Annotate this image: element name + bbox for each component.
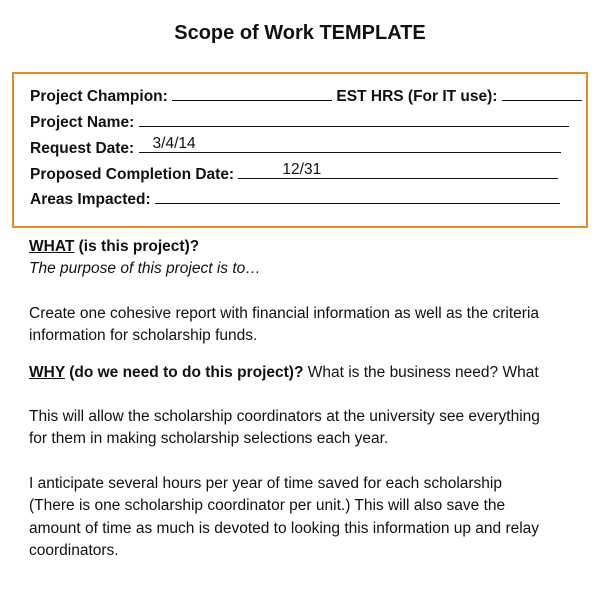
why-para2-line-1: I anticipate several hours per year of time saved for each scholarship	[29, 475, 502, 492]
completion-date-label: Proposed Completion Date:	[30, 166, 235, 183]
completion-date-value: 12/31	[282, 161, 322, 178]
what-answer-line-1: Create one cohesive report with financial information as well as the criteria	[29, 305, 540, 322]
what-heading	[29, 236, 199, 258]
what-heading-keyword: WHAT	[29, 238, 75, 255]
project-name-row	[30, 113, 569, 132]
est-hrs-label: EST HRS (For IT use):	[336, 88, 498, 105]
project-champion-row	[30, 87, 582, 106]
why-para2-line-4: coordinators.	[29, 542, 119, 559]
areas-impacted-row	[30, 190, 560, 209]
request-date-row	[30, 135, 561, 158]
project-champion-label: Project Champion:	[30, 88, 168, 105]
project-champion-line	[172, 87, 332, 101]
completion-date-row	[30, 161, 558, 184]
project-name-label: Project Name:	[30, 114, 135, 131]
why-para2-line-2: (There is one scholarship coordinator per unit.) This will also save the	[29, 497, 506, 514]
why-heading-keyword: WHY	[29, 364, 65, 381]
why-para1-line-1: This will allow the scholarship coordinators at the university see everything	[29, 408, 540, 425]
what-prompt: The purpose of this project is to…	[29, 260, 261, 277]
completion-date-line	[238, 161, 558, 179]
project-info-box	[12, 72, 588, 228]
why-heading	[29, 362, 539, 384]
document-title: Scope of Work TEMPLATE	[174, 22, 426, 44]
request-date-value: 3/4/14	[152, 135, 196, 152]
why-para1-line-2: for them in making scholarship selections each year.	[29, 430, 389, 447]
areas-impacted-line	[155, 190, 560, 204]
why-heading-rest: (do we need to do this project)?	[64, 364, 304, 381]
what-answer-line-2: information for scholarship funds.	[29, 327, 258, 344]
areas-impacted-label: Areas Impacted:	[30, 191, 151, 208]
request-date-line	[139, 135, 561, 153]
request-date-label: Request Date:	[30, 140, 135, 157]
what-heading-rest: (is this project)?	[74, 238, 200, 255]
est-hrs-line	[502, 87, 582, 101]
why-para2-line-3: amount of time as much is devoted to looking this information up and relay	[29, 520, 540, 537]
why-prompt: What is the business need? What	[303, 364, 539, 381]
project-name-line	[139, 113, 569, 127]
